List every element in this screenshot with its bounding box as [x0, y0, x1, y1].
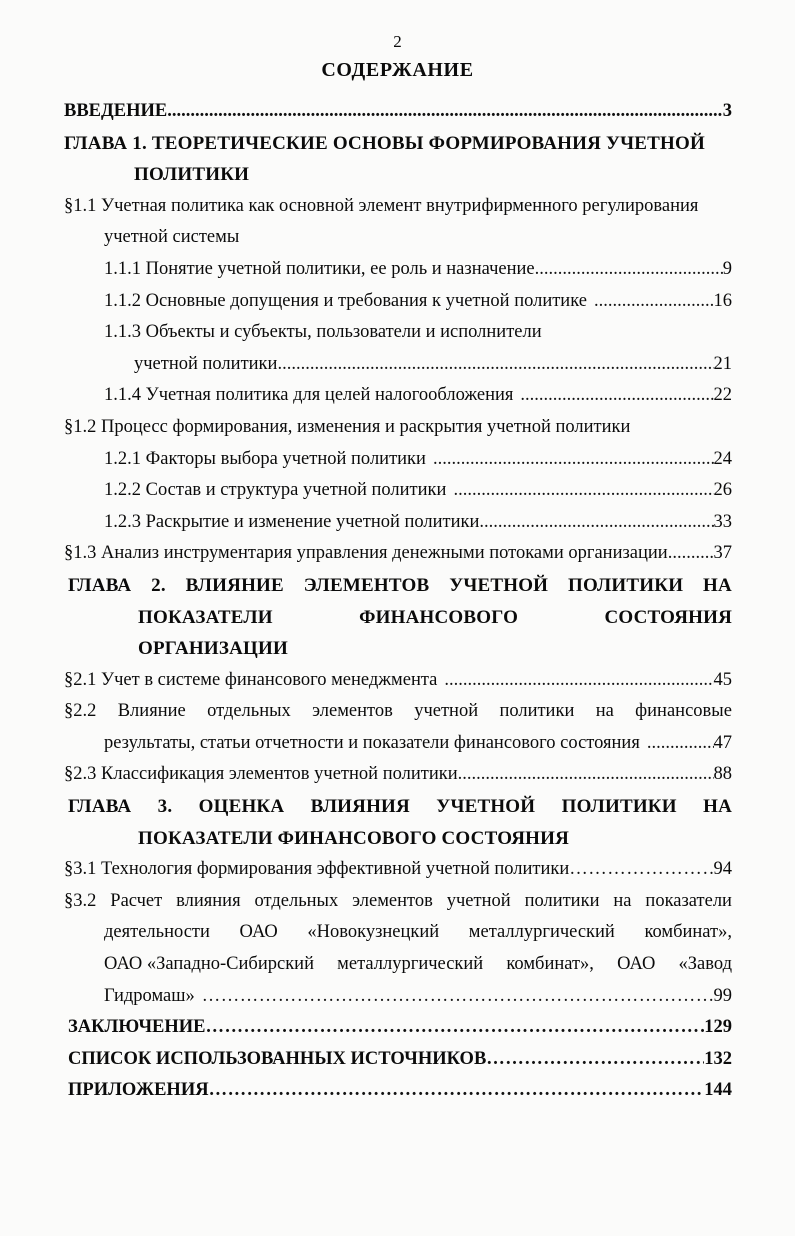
toc-entry-references[interactable]	[68, 1044, 732, 1076]
section-3-2-line-1	[64, 886, 732, 918]
chapter-3-word-1: ГЛАВА	[68, 796, 132, 818]
chapter-2-word-7: НА	[703, 574, 732, 596]
toc-entry-label: ПРИЛОЖЕНИЯ	[68, 1080, 209, 1101]
toc-entry-3-1[interactable]	[64, 854, 732, 886]
section-3-2-l1-word-6: учетной	[446, 890, 511, 911]
toc-entry-1-3[interactable]	[64, 538, 732, 570]
section-2-2-word-8: финансовые	[635, 701, 732, 722]
toc-entry-page: 88	[713, 764, 732, 785]
toc-entry-label: СПИСОК ИСПОЛЬЗОВАННЫХ ИСТОЧНИКОВ	[68, 1048, 487, 1069]
section-3-2-line-4	[104, 981, 732, 1013]
toc-entry-1-1[interactable]	[64, 191, 732, 254]
section-3-2-l2-word-2: ОАО	[239, 922, 278, 943]
toc-entry-label: 1.1.2 Основные допущения и требования к учетной политике	[104, 290, 587, 311]
section-3-2-l1-word-9: показатели	[645, 890, 732, 911]
section-3-2-l3-word-3: комбинат»,	[506, 954, 594, 975]
table-of-contents	[64, 96, 732, 1107]
toc-entry-1-1-4[interactable]	[104, 380, 732, 412]
toc-entry-page: 21	[713, 353, 732, 374]
toc-entry-label: §2.1 Учет в системе финансового менеджмента	[64, 669, 438, 690]
toc-entry-1-1-1[interactable]	[104, 254, 732, 286]
section-2-2-word-7: на	[595, 701, 614, 722]
chapter-1-line-2: ПОЛИТИКИ	[134, 164, 250, 186]
toc-entry-label: ЗАКЛЮЧЕНИЕ	[68, 1017, 206, 1038]
dot-leader	[647, 728, 714, 760]
section-3-2-l3-word-1: ОАО «Западно-Сибирский	[104, 954, 314, 975]
section-2-2-word-4: элементов	[312, 701, 393, 722]
toc-entry-label: Гидромаш»	[104, 985, 195, 1006]
section-2-2-word-3: отдельных	[207, 701, 291, 722]
section-3-2-l2-word-4: металлургический	[468, 922, 615, 943]
dot-leader	[458, 759, 714, 791]
toc-entry-3-2[interactable]	[64, 886, 732, 1012]
toc-entry-label: §3.1 Технология формирования эффективной учетной политики	[64, 859, 570, 880]
section-3-2-line-3	[104, 949, 732, 981]
section-3-2-l1-word-3: влияния	[176, 890, 241, 911]
chapter-2-line-1	[68, 570, 732, 602]
chapter-3-line-2: ПОКАЗАТЕЛИ ФИНАНСОВОГО СОСТОЯНИЯ	[138, 827, 570, 849]
chapter-3-word-7: НА	[703, 796, 732, 818]
section-3-2-l2-word-1: деятельности	[104, 922, 210, 943]
section-3-2-l1-word-4: отдельных	[254, 890, 339, 911]
toc-entry-2-3[interactable]	[64, 759, 732, 791]
section-2-2-line-2	[104, 728, 732, 760]
section-3-2-l1-word-5: элементов	[352, 890, 433, 911]
toc-entry-label: §1.3 Анализ инструментария управления денежными потоками организации	[64, 543, 668, 564]
toc-entry-1-1-3[interactable]	[64, 317, 732, 380]
chapter-2-line2-word-1: ПОКАЗАТЕЛИ	[138, 606, 273, 628]
page-title: СОДЕРЖАНИЕ	[321, 59, 474, 81]
dot-leader	[202, 981, 714, 1013]
toc-entry-page: 9	[722, 258, 732, 279]
toc-chapter-3-heading[interactable]	[68, 791, 732, 854]
section-3-2-l2-word-3: «Новокузнецкий	[307, 922, 440, 943]
chapter-3-word-5: УЧЕТНОЙ	[436, 796, 536, 818]
section-3-2-l3-word-4: ОАО	[617, 954, 656, 975]
toc-entry-1-2-2[interactable]	[104, 475, 732, 507]
section-2-2-line-1	[64, 696, 732, 728]
chapter-2-line-3: ОРГАНИЗАЦИИ	[138, 638, 288, 660]
toc-entry-page: 3	[722, 101, 732, 121]
dot-leader	[167, 96, 723, 128]
toc-entry-page: 16	[713, 290, 732, 311]
toc-entry-page: 144	[704, 1080, 732, 1101]
dot-leader	[206, 1012, 705, 1044]
section-2-2-word-1: §2.2	[64, 701, 97, 722]
toc-entry-label: 1.2.2 Состав и структура учетной политики	[104, 480, 447, 501]
toc-entry-page: 129	[704, 1017, 732, 1038]
section-3-2-l1-word-8: на	[613, 890, 632, 911]
toc-entry-label: 1.1.4 Учетная политика для целей налогообложения	[104, 385, 514, 406]
toc-entry-introduction[interactable]	[64, 96, 732, 128]
dot-leader	[535, 254, 723, 286]
toc-entry-1-2-1[interactable]	[104, 444, 732, 476]
toc-entry-appendices[interactable]	[68, 1075, 732, 1107]
section-2-2-word-2: Влияние	[117, 701, 186, 722]
chapter-2-word-2: 2.	[151, 574, 166, 596]
toc-entry-page: 37	[713, 543, 732, 564]
chapter-3-word-6: ПОЛИТИКИ	[561, 796, 677, 818]
dot-leader	[668, 538, 714, 570]
dot-leader	[520, 380, 713, 412]
toc-entry-page: 33	[713, 511, 732, 532]
section-1-1-3-line-1: 1.1.3 Объекты и субъекты, пользователи и исполнители	[104, 322, 542, 343]
toc-entry-conclusion[interactable]	[68, 1012, 732, 1044]
dot-leader	[569, 854, 713, 886]
chapter-3-word-4: ВЛИЯНИЯ	[310, 796, 410, 818]
chapter-2-word-3: ВЛИЯНИЕ	[185, 574, 284, 596]
section-1-1-line-1: §1.1 Учетная политика как основной элемент внутрифирменного регулирования	[64, 195, 699, 216]
dot-leader	[453, 475, 713, 507]
toc-chapter-2-heading[interactable]	[68, 570, 732, 665]
toc-entry-label: результаты, статьи отчетности и показатели финансового состояния	[104, 732, 640, 753]
toc-entry-page: 94	[713, 859, 732, 880]
chapter-2-word-4: ЭЛЕМЕНТОВ	[303, 574, 430, 596]
dot-leader	[277, 349, 713, 381]
toc-entry-1-1-2[interactable]	[104, 286, 732, 318]
toc-entry-2-1[interactable]	[64, 665, 732, 697]
section-2-2-word-5: учетной	[414, 701, 479, 722]
chapter-2-line-2	[138, 602, 732, 634]
dot-leader	[444, 665, 713, 697]
toc-entry-page: 132	[704, 1048, 732, 1069]
toc-entry-label: 1.1.1 Понятие учетной политики, ее роль и назначение	[104, 258, 535, 279]
chapter-2-line2-word-2: ФИНАНСОВОГО	[359, 606, 519, 628]
dot-leader	[433, 444, 714, 476]
page-number: 2	[393, 32, 402, 51]
toc-entry-1-2-3[interactable]	[104, 507, 732, 539]
chapter-3-line-1	[68, 791, 732, 823]
chapter-3-word-2: 3.	[157, 796, 173, 818]
toc-entry-1-2[interactable]: §1.2 Процесс формирования, изменения и раскрытия учетной политики	[64, 416, 631, 437]
chapter-2-word-5: УЧЕТНОЙ	[449, 574, 549, 596]
section-3-2-l1-word-2: Расчет	[110, 890, 163, 911]
toc-entry-page: 24	[713, 448, 732, 469]
toc-entry-label: ВВЕДЕНИЕ	[64, 101, 168, 121]
section-2-2-word-6: политики	[499, 701, 575, 722]
dot-leader	[209, 1075, 705, 1107]
section-3-2-l3-word-5: «Завод	[678, 954, 732, 975]
toc-entry-2-2[interactable]	[64, 696, 732, 759]
chapter-2-word-1: ГЛАВА	[68, 574, 132, 596]
dot-leader	[486, 1044, 704, 1076]
toc-entry-page: 22	[713, 385, 732, 406]
toc-entry-page: 45	[713, 669, 732, 690]
toc-entry-page: 26	[713, 480, 732, 501]
section-3-2-line-2	[104, 917, 732, 949]
chapter-2-word-6: ПОЛИТИКИ	[568, 574, 684, 596]
toc-entry-label: 1.2.3 Раскрытие и изменение учетной политики	[104, 511, 480, 532]
chapter-2-line2-word-3: СОСТОЯНИЯ	[604, 606, 732, 628]
section-1-1-3-line-2	[134, 349, 732, 381]
toc-entry-label: 1.2.1 Факторы выбора учетной политики	[104, 448, 426, 469]
toc-chapter-1-heading[interactable]	[64, 128, 732, 191]
toc-entry-page: 99	[713, 985, 732, 1006]
toc-entry-page: 47	[713, 732, 732, 753]
section-1-1-line-2: учетной системы	[104, 227, 240, 248]
toc-entry-label: §2.3 Классификация элементов учетной политики	[64, 764, 458, 785]
section-3-2-l1-word-7: политики	[524, 890, 600, 911]
section-3-2-l3-word-2: металлургический	[337, 954, 484, 975]
toc-entry-label: учетной политики	[134, 353, 278, 374]
dot-leader	[479, 507, 713, 539]
dot-leader	[594, 286, 714, 318]
section-3-2-l1-word-1: §3.2	[64, 890, 97, 911]
chapter-1-line-1: ГЛАВА 1. ТЕОРЕТИЧЕСКИЕ ОСНОВЫ ФОРМИРОВАНИЯ УЧЕТНОЙ	[64, 132, 705, 154]
chapter-3-word-3: ОЦЕНКА	[198, 796, 285, 818]
section-3-2-l2-word-5: комбинат»,	[644, 922, 732, 943]
